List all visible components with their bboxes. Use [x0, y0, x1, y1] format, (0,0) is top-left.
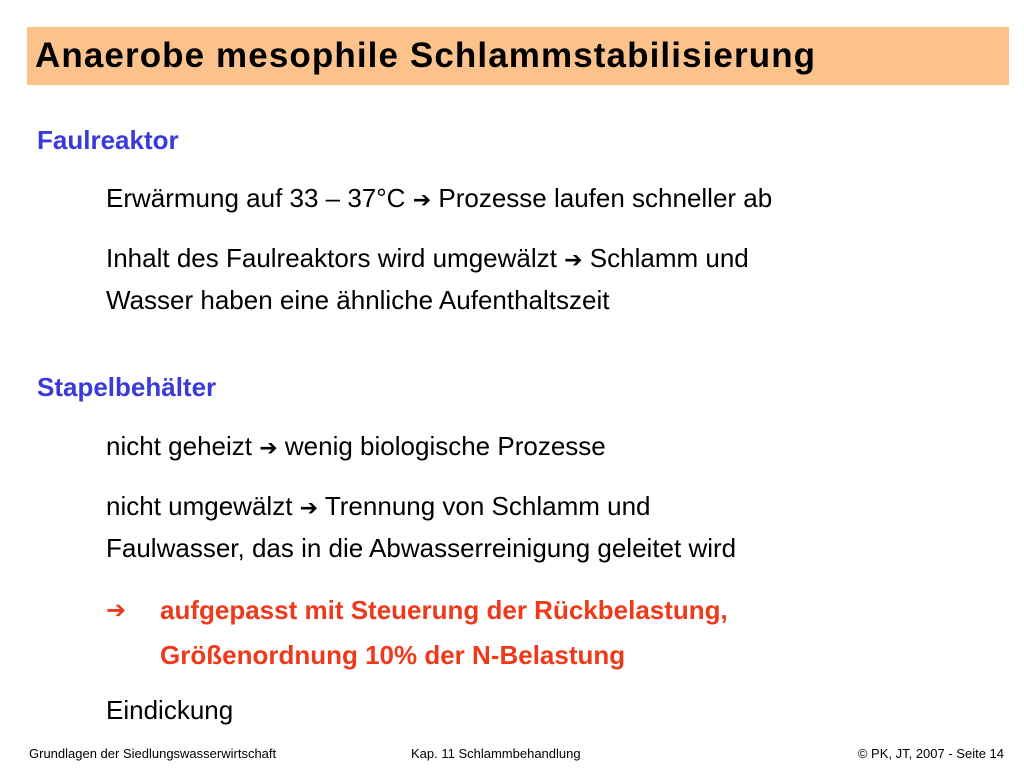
bullet-text: Schlamm und — [589, 243, 749, 273]
bullet-text: nicht geheizt — [106, 431, 252, 461]
bullet-nicht-umgewaelzt — [106, 484, 651, 531]
arrow-right-icon: ➔ — [564, 248, 583, 273]
bullet-text: Inhalt des Faulreaktors wird umgewälzt — [106, 243, 557, 273]
highlight-note — [160, 588, 728, 678]
arrow-right-icon: ➔ — [106, 596, 127, 624]
footer-copyright: © PK, JT, 2007 - Seite 14 — [857, 746, 1004, 761]
bullet-inhalt-continued: Wasser haben eine ähnliche Aufenthaltszeit — [106, 285, 610, 315]
bullet-nicht-geheizt — [106, 424, 606, 471]
heading-stapelbehaelter: Stapelbehälter — [37, 372, 217, 402]
bullet-text: Erwärmung auf 33 – 37°C — [106, 183, 406, 213]
bullet-text: Trennung von Schlamm und — [324, 491, 651, 521]
footer-course: Grundlagen der Siedlungswasserwirtschaft — [29, 746, 277, 761]
highlight-line-1: aufgepasst mit Steuerung der Rückbelastung, — [160, 595, 728, 625]
bullet-inhalt — [106, 236, 749, 283]
arrow-right-icon: ➔ — [412, 188, 432, 213]
arrow-right-icon: ➔ — [299, 496, 319, 521]
bullet-text: nicht umgewälzt — [106, 491, 293, 521]
bullet-text: wenig biologische Prozesse — [284, 431, 606, 461]
bullet-erwaermung — [106, 176, 772, 223]
highlight-line-2: Größenordnung 10% der N-Belastung — [160, 640, 626, 670]
bullet-eindickung: Eindickung — [106, 695, 234, 725]
slide-title: Anaerobe mesophile Schlammstabilisierung — [35, 36, 817, 75]
bullet-nicht-umgewaelzt-continued: Faulwasser, das in die Abwasserreinigung geleitet wird — [106, 533, 737, 563]
footer-chapter: Kap. 11 Schlammbehandlung — [411, 746, 581, 761]
heading-faulreaktor: Faulreaktor — [37, 125, 179, 155]
bullet-text: Prozesse laufen schneller ab — [438, 183, 773, 213]
arrow-right-icon: ➔ — [259, 436, 278, 461]
